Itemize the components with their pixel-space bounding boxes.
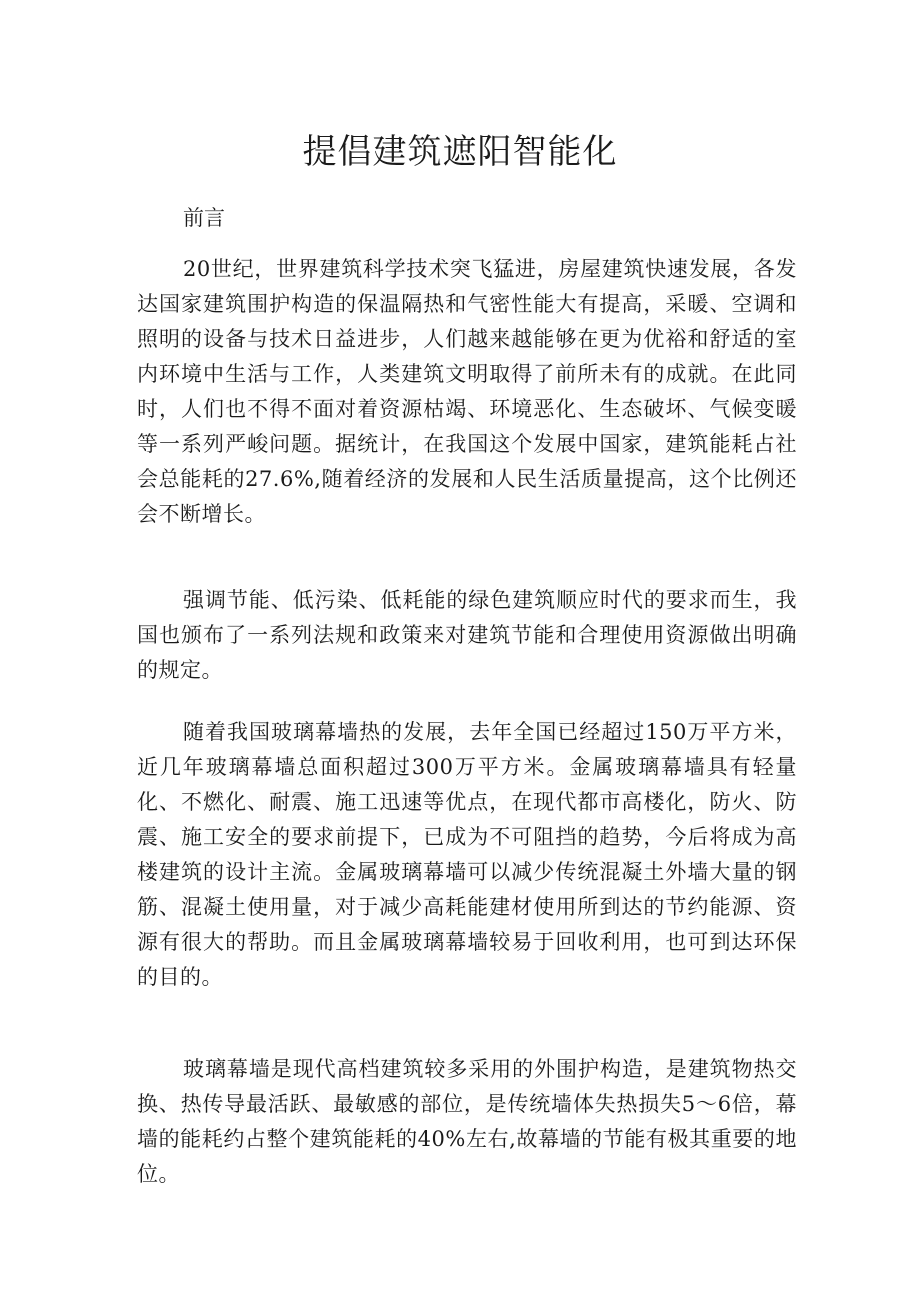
paragraph-1: 20世纪，世界建筑科学技术突飞猛进，房屋建筑快速发展，各发达国家建筑围护构造的保温隔热和气密性能大有提高，采暖、空调和照明的设备与技术日益进步，人们越来越能够在更为优裕和舒适的室内环境中生活与工作，人类建筑文明取得了前所未有的成就。在此同时，人们也不得不面对着资源枯竭、环境恶化、生态破坏、气候变暖等一系列严峻问题。据统计，在我国这个发展中国家，建筑能耗占社会总能耗的27.6%,随着经济的发展和人民生活质量提高，这个比例还会不断增长。	[137, 257, 797, 526]
paragraph-3: 随着我国玻璃幕墙热的发展，去年全国已经超过150万平方米，近几年玻璃幕墙总面积超过300万平方米。金属玻璃幕墙具有轻量化、不燃化、耐震、施工迅速等优点，在现代都市高楼化，防火、防震、施工安全的要求前提下，已成为不可阻挡的趋势，今后将成为高楼建筑的设计主流。金属玻璃幕墙可以减少传统混凝土外墙大量的钢筋、混凝土使用量，对于减少高耗能建材使用所到达的节约能源、资源有很大的帮助。而且金属玻璃幕墙较易于回收利用，也可到达环保的目的。	[137, 720, 797, 989]
paragraph-4: 玻璃幕墙是现代高档建筑较多采用的外围护构造，是建筑物热交换、热传导最活跃、最敏感的部位，是传统墙体失热损失5～6倍，幕墙的能耗约占整个建筑能耗的40%左右,故幕墙的节能有极其重要的地位。	[137, 1057, 797, 1186]
preface-heading: 前言	[183, 206, 225, 230]
paragraph-2: 强调节能、低污染、低耗能的绿色建筑顺应时代的要求而生，我国也颁布了一系列法规和政策来对建筑节能和合理使用资源做出明确的规定。	[137, 588, 797, 682]
document-title: 提倡建筑遮阳智能化	[302, 132, 618, 172]
